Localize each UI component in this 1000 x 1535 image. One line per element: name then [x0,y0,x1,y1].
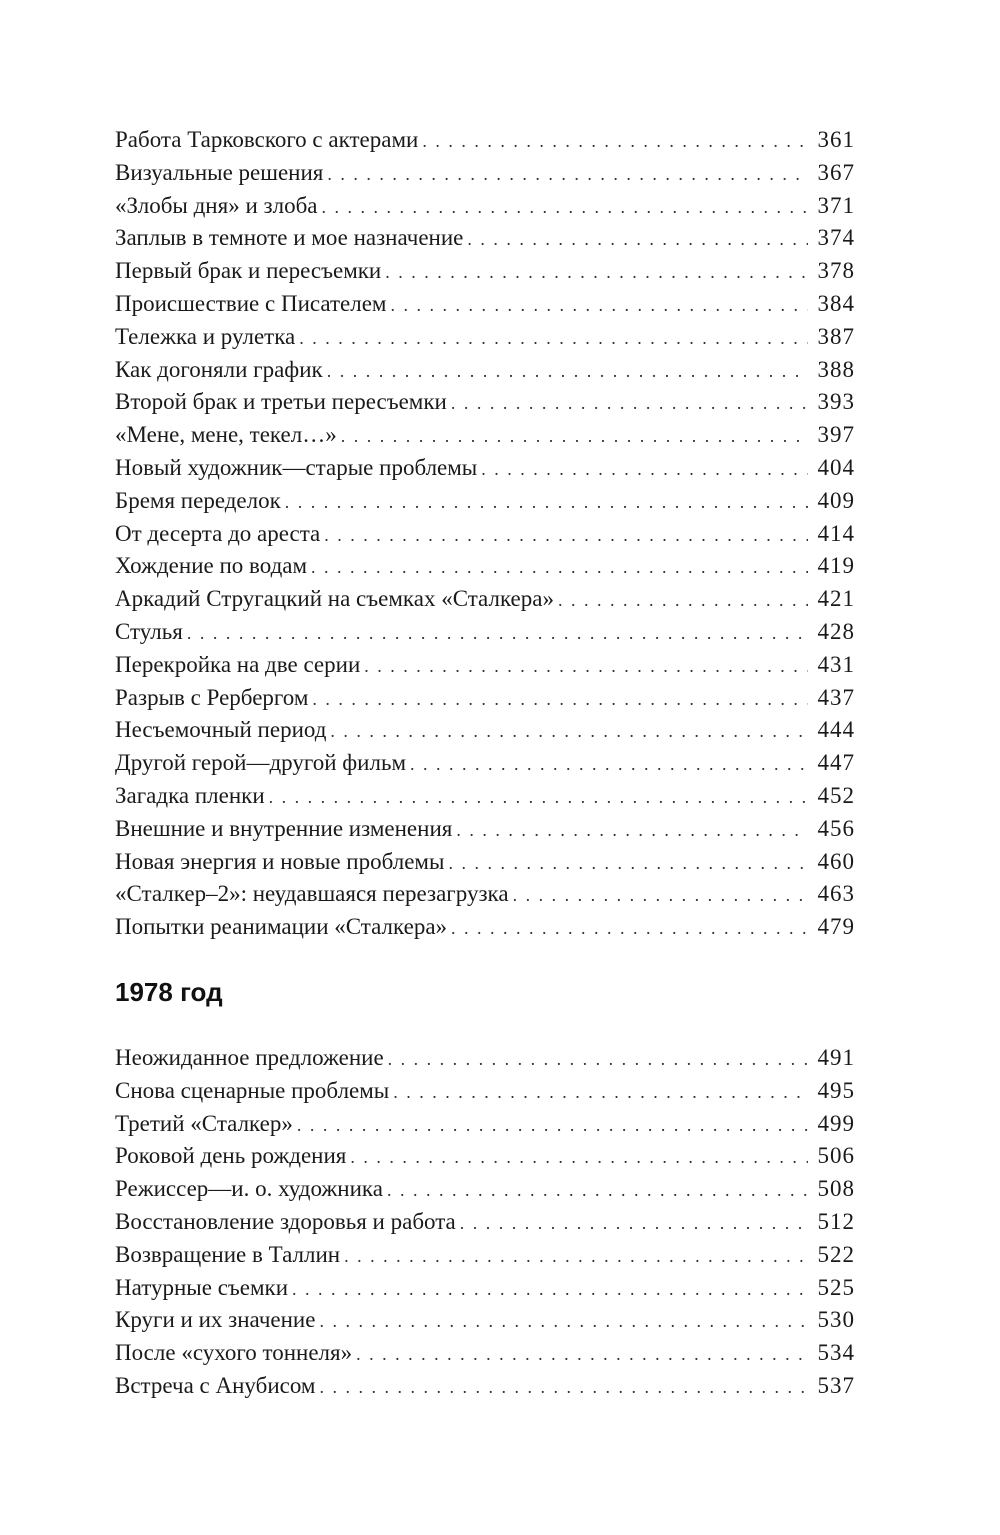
toc-entry-title: Бремя переделок [115,487,281,513]
dot-leader [327,158,807,191]
dot-leader [364,650,807,683]
toc-entry [115,682,855,715]
toc-entry-title: Тележка и рулетка [115,323,296,349]
dot-leader [324,519,807,552]
toc-entry-title: Новый художник—старые проблемы [115,454,478,480]
dot-leader [330,715,807,748]
toc-entry-page-number: 428 [817,618,855,644]
toc-entry-title: Роковой день рождения [115,1143,347,1169]
toc-entry-title: Второй брак и третьи пересъемки [115,389,447,415]
dot-leader [312,683,807,716]
toc-entry-page-number: 460 [817,848,855,874]
toc-entry-title: Аркадий Стругацкий на съемках «Сталкера» [115,586,554,612]
toc-entry-page-number: 508 [817,1176,855,1202]
toc-entry [115,846,855,879]
toc-entry-title: Неожиданное предложение [115,1045,384,1070]
toc-entry-title: Внешние и внутренние изменения [115,815,453,841]
toc-entry-page-number: 522 [817,1241,855,1267]
dot-leader [327,355,808,388]
dot-leader [299,322,807,355]
dot-leader [558,584,808,617]
toc-entry-title: Разрыв с Рербергом [115,684,309,710]
dot-leader [481,453,807,486]
dot-leader [321,191,807,224]
toc-entry-title: Загадка пленки [115,782,265,808]
toc-entry [115,255,855,288]
toc-entry-title: Стулья [115,618,183,644]
toc-entry-page-number: 374 [817,225,855,251]
toc-entry-page-number: 378 [817,258,855,284]
dot-leader [410,748,807,781]
dot-leader [387,1174,808,1207]
toc-entry-page-number: 499 [817,1110,855,1136]
toc-entry [115,190,855,223]
dot-leader [297,1109,808,1142]
toc-entry [115,1239,855,1272]
toc-entry-title: Третий «Сталкер» [115,1110,293,1136]
toc-entry-page-number: 431 [817,651,855,677]
toc-entry [115,649,855,682]
toc-entry [115,1337,855,1370]
dot-leader [391,289,808,322]
toc-entry [115,878,855,911]
toc-entry [115,911,855,944]
dot-leader [460,1207,808,1240]
toc-entry [115,354,855,387]
toc-entry [115,124,855,157]
toc-entry [115,1272,855,1305]
toc-entry-title: Снова сценарные проблемы [115,1077,390,1103]
dot-leader [448,847,807,880]
toc-entry [115,747,855,780]
toc-entry-page-number: 419 [817,553,855,579]
toc-entry-title: Работа Тарковского с актерами [115,127,419,152]
toc-entry-page-number: 525 [817,1274,855,1300]
dot-leader [350,1141,807,1174]
dot-leader [467,223,807,256]
toc-entry-page-number: 537 [817,1372,855,1398]
toc-entry-page-number: 479 [817,914,855,940]
toc-entry [115,419,855,452]
toc-entry-title: Как догоняли график [115,356,323,382]
dot-leader [269,781,808,814]
toc-entry-title: Круги и их значение [115,1307,316,1333]
toc-entry-title: Другой герой—другой фильм [115,750,407,776]
toc-entry-page-number: 371 [817,192,855,218]
toc-entry [115,583,855,616]
dot-leader [388,1043,808,1076]
toc-entry [115,550,855,583]
toc-entry-title: Происшествие с Писателем [115,290,387,316]
toc-list-section-1 [115,124,855,944]
dot-leader [393,1076,807,1109]
toc-entry-title: Натурные съемки [115,1274,289,1300]
toc-entry [115,452,855,485]
toc-entry-title: Режиссер—и. о. художника [115,1176,383,1202]
toc-entry-page-number: 409 [817,487,855,513]
toc-entry-page-number: 414 [817,520,855,546]
dot-leader [319,1371,807,1404]
toc-entry-title: «Сталкер–2»: неудавшаяся перезагрузка [115,881,509,907]
dot-leader [344,1240,807,1273]
toc-entry-page-number: 491 [817,1045,855,1070]
toc-entry-page-number: 512 [817,1208,855,1234]
toc-entry [115,1173,855,1206]
toc-entry-title: «Мене, мене, текел…» [115,422,337,448]
toc-entry-page-number: 388 [817,356,855,382]
toc-entry-page-number: 506 [817,1143,855,1169]
toc-entry [115,714,855,747]
toc-entry [115,222,855,255]
toc-entry-page-number: 387 [817,323,855,349]
toc-entry-title: Первый брак и пересъемки [115,258,382,284]
toc-entry-page-number: 397 [817,422,855,448]
dot-leader [513,879,808,912]
dot-leader [187,617,808,650]
toc-entry-title: «Злобы дня» и злоба [115,192,318,218]
toc-entry [115,1370,855,1403]
toc-entry-page-number: 437 [817,684,855,710]
dot-leader [285,486,808,519]
toc-entry [115,288,855,321]
dot-leader [422,125,807,158]
dot-leader [319,1305,807,1338]
toc-entry-page-number: 421 [817,586,855,612]
toc-entry-page-number: 530 [817,1307,855,1333]
toc-entry-page-number: 447 [817,750,855,776]
dot-leader [456,814,807,847]
toc-entry-title: Новая энергия и новые проблемы [115,848,445,874]
toc-entry [115,1075,855,1108]
dot-leader [451,387,808,420]
toc-entry-page-number: 393 [817,389,855,415]
toc-entry [115,1206,855,1239]
toc-entry-page-number: 452 [817,782,855,808]
toc-entry [115,157,855,190]
toc-entry [115,518,855,551]
toc-entry-title: Перекройка на две серии [115,651,361,677]
toc-entry-page-number: 367 [817,159,855,185]
toc-entry [115,813,855,846]
dot-leader [341,420,808,453]
toc-entry-page-number: 384 [817,290,855,316]
toc-entry-page-number: 495 [817,1077,855,1103]
toc-entry-title: Возвращение в Таллин [115,1241,341,1267]
dot-leader [356,1338,807,1371]
toc-entry [115,1042,855,1075]
toc-entry-title: Встреча с Анубисом [115,1372,316,1398]
section-heading: 1978 год [115,977,223,1007]
toc-entry [115,1108,855,1141]
toc-entry-page-number: 534 [817,1340,855,1366]
toc-list-section-2 [115,1042,855,1403]
toc-entry-title: Визуальные решения [115,159,324,185]
toc-entry [115,780,855,813]
toc-entry-page-number: 444 [817,717,855,743]
toc-entry-page-number: 456 [817,815,855,841]
toc-entry [115,1140,855,1173]
toc-entry-title: Восстановление здоровья и работа [115,1208,456,1234]
toc-entry [115,1304,855,1337]
toc-entry-page-number: 404 [817,454,855,480]
toc-entry [115,485,855,518]
toc-entry [115,386,855,419]
dot-leader [385,256,807,289]
dot-leader [451,912,807,945]
dot-leader [292,1273,807,1306]
toc-entry-page-number: 463 [817,881,855,907]
toc-entry-title: Попытки реанимации «Сталкера» [115,914,448,940]
toc-entry-title: От десерта до ареста [115,520,321,546]
toc-entry-page-number: 361 [817,127,855,152]
toc-entry-title: Несъемочный период [115,717,327,743]
dot-leader [311,551,807,584]
toc-entry-title: Хождение по водам [115,553,308,579]
toc-entry-title: Заплыв в темноте и мое назначение [115,225,464,251]
toc-entry [115,616,855,649]
toc-entry [115,321,855,354]
toc-entry-title: После «сухого тоннеля» [115,1340,353,1366]
